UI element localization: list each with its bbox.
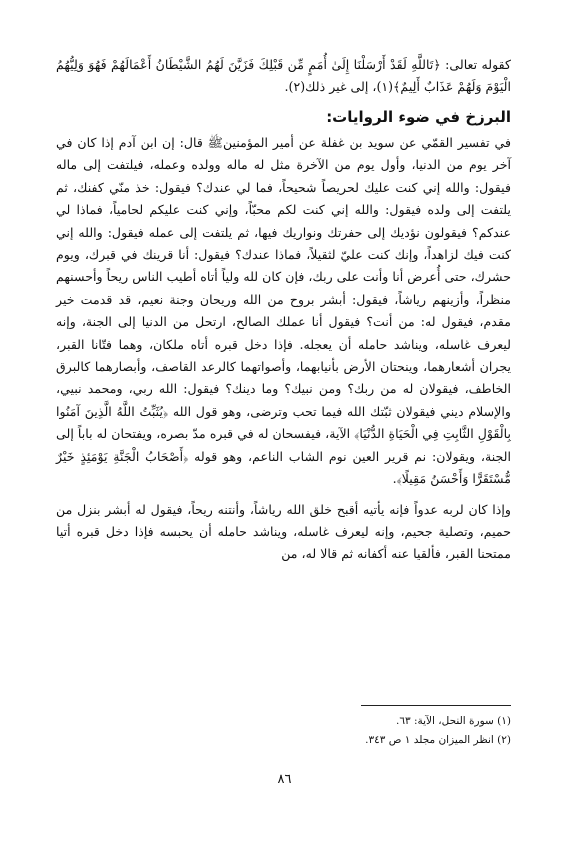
footnote-divider [361, 705, 511, 706]
section-heading: البرزخ في ضوء الروايات: [326, 108, 511, 126]
footnote-1: (١) سورة النحل، الآية: ٦٣. [395, 715, 511, 727]
footnote-2: (٢) انظر الميزان مجلد ١ ص ٣٤٣. [365, 734, 511, 746]
second-narration-paragraph: وإذا كان لربه عدواً فإنه يأتيه أقبح خلق الله رياشاً، وأنتنه ريحاً، فيقول له أبشر بنزل من حميم، وتصلية جحيم، وإنه ليعرف غاسله، ويناشد حامله أن يحبسه فإذا دخل قبره أتيا ممتحنا القبر، فألقيا عنه أكفانه ثم قالا له، من [56, 501, 511, 562]
intro-verse-paragraph: كقوله تعالى: ﴿تَاللَّهِ لَقَدْ أَرْسَلْنَا إِلَىٰ أُمَمٍ مِّن قَبْلِكَ فَزَيَّنَ لَهُمُ الشَّيْطَانُ أَعْمَالَهُمْ فَهُوَ وَلِيُّهُمُ الْيَوْمَ وَلَهُمْ عَذَابٌ أَلِيمٌ﴾(١)، إلى غير ذلك(٢). [56, 57, 511, 94]
page-content [56, 54, 511, 566]
narration-paragraph: في تفسير القمّي عن سويد بن غفلة عن أمير المؤمنينﷺ قال: إن ابن آدم إذا كان في آخر يوم من الدنيا، وأول يوم من الآخرة مثل له ماله وولده وعمله، فيلتفت إلى ماله فيقول: والله إني كنت عليك لحريصاً شحيحاً، فما لي عندك؟ فيقول: خذ منّي كفنك، ثم يلتفت إلى ولده فيقول: والله إني كنت لكم محبّاً، وإني كنت عليكم لحامياً، فماذا لي عندكم؟ فيقولون نؤديك إلى حفرتك ونواريك فيها، ثم يلتفت إلى عمله فيقول: والله إني كنت فيك لزاهداً، وإنك كنت عليّ لثقيلاً، فماذا عندك؟ فيقول: أنا قرينك في قبرك، ويوم حشرك، حتى أُعرض أنا وأنت على ربك، فإن كان لله ولياً أتاه أطيب الناس ريحاً وأحسنهم منظراً، وأزينهم رياشاً، فيقول: أبشر بروح من الله وريحان وجنة نعيم، قد قدمت خير مقدم، فيقول له: من أنت؟ فيقول أنا عملك الصالح، ارتحل من الدنيا إلى الجنة، وإنه ليعرف غاسله، ويناشد حامله أن يعجله. فإذا دخل قبره أتاه ملكان، وهما فتّانا القبر، يجران أشعارهما، وينحتان الأرض بأنيابهما، وأصواتهما كالرعد القاصف، وأبصارهما كالبرق الخاطف، فيقولان له من ربك؟ ومن نبيك؟ وما دينك؟ فيقول: الله ربي، ومحمد نبيي، والإسلام ديني فيقولان ثبّتك الله فيما تحب وترضى، وهو قول الله ﴿يُثَبِّتُ اللَّهُ الَّذِينَ آمَنُوا بِالْقَوْلِ الثَّابِتِ فِي الْحَيَاةِ الدُّنْيَا﴾ الآية، فيفسحان له في قبره مدّ بصره، ويفتحان له باباً إلى الجنة، ويقولان: نم قرير العين نوم الشاب الناعم، وهو قوله ﴿أَصْحَابُ الْجَنَّةِ يَوْمَئِذٍ خَيْرٌ مُّسْتَقَرًّا وَأَحْسَنُ مَقِيلًا﴾. [56, 135, 511, 487]
page-number: ٨٦ [277, 772, 292, 787]
footnotes [56, 712, 511, 750]
